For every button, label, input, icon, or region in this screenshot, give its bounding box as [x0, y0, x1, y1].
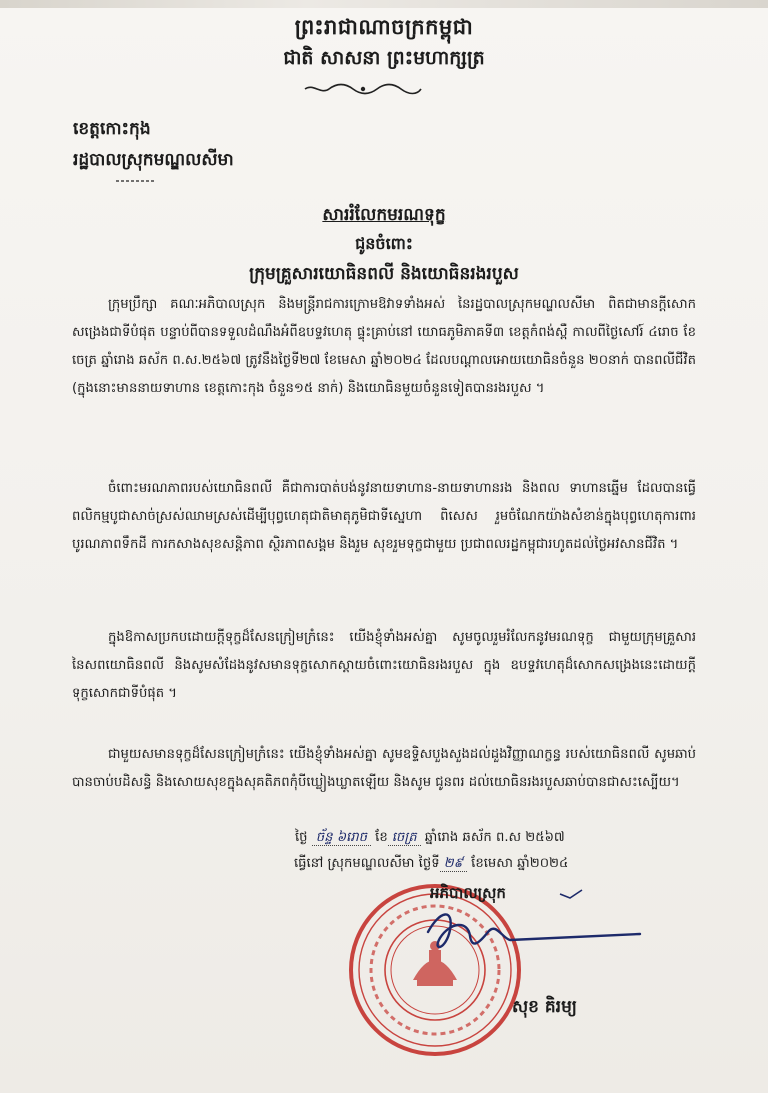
lunar-day-handwritten: ច័ន្ទ ៦រោច: [312, 830, 371, 846]
lunar-month-label: ខែ: [375, 830, 388, 845]
province-name: ខេត្តកោះកុង: [73, 119, 151, 139]
paragraph-4: ជាមួយសមានទុក្ខដ៏សែនក្រៀមក្រំនេះ យើងខ្ញុំទាំងអស់គ្នា សូមឧទ្ទិសបួងសួងដល់ដួងវិញ្ញាណក្ខន្ធ របស់យោធិនពលី សូមឆាប់បានចាប់បដិសន្ធិ និងសោយសុខក្នុងសុគតិភពកុំបីឃ្លៀងឃ្លាតឡើយ និងសូម ជូនពរ ដល់យោធិនរងរបួសឆាប់បានជាសះស្បើយ។: [72, 747, 696, 790]
salutation: ជូនចំពោះ: [355, 234, 413, 253]
lunar-month-handwritten: ចេត្រ: [388, 830, 421, 846]
signatory-title: អភិបាលស្រុក: [430, 884, 506, 902]
ornament-divider: [303, 83, 423, 95]
paragraph-1: ក្រុមប្រឹក្សា គណៈអភិបាលស្រុក និងមន្ត្រីរាជការក្រោមឱវាទទាំងអស់ នៃរដ្ឋបាលស្រុកមណ្ឌលសីមា ពិតជាមានក្ដីសោកសង្រេងជាទីបំផុត បន្ទាប់ពីបានទទួលដំណឹងអំពីឧបទ្ទវហេតុ ផ្ទុះគ្រាប់នៅ យោធភូមិភាគទី៣ ខេត្តកំពង់ស្ពឺ កាលពីថ្ងៃសៅរ៍ ៤រោច ខែចេត្រ ឆ្នាំរោង ឆស័ក ព.ស.២៥៦៧ ត្រូវនឹងថ្ងៃទី២៧ ខែមេសា ឆ្នាំ២០២៤ ដែលបណ្ដាលអោយយោធិនចំនួន ២០នាក់ បានពលីជីវិត (ក្នុងនោះមាននាយទាហាន ខេត្តកោះកុង ចំនួន១៥ នាក់) និងយោធិនមួយចំនួនទៀតបានរងរបួស ។: [72, 297, 696, 396]
place-date-line: [294, 855, 568, 874]
letter-title: សាររំលែកមរណទុក្ខ: [322, 205, 446, 225]
kingdom-heading: ព្រះរាជាណាចក្រកម្ពុជា: [294, 15, 474, 39]
handwritten-signature: [410, 880, 650, 980]
lunar-date-line: [295, 829, 565, 848]
district-administration: រដ្ឋបាលស្រុកមណ្ឌលសីមា: [73, 150, 234, 170]
signatory-name: សុខ គិរម្យ: [512, 997, 577, 1017]
small-divider: [116, 178, 156, 184]
day-handwritten: ២៩: [440, 856, 467, 872]
scan-edge: [0, 0, 768, 8]
paragraph-2: ចំពោះមរណភាពរបស់យោធិនពលី គឺជាការបាត់បង់នូវនាយទាហាន-នាយទាហានរង និងពល ទាហានឆ្នើម ដែលបានធ្វើពលិកម្មបូជាសាច់ស្រស់ឈាមស្រស់ដើម្បីបុព្វហេតុជាតិមាតុភូមិជាទីស្នេហា ពិសេស រួមចំណែកយ៉ាងសំខាន់ក្នុងបុព្វហេតុការពារបូរណភាពទឹកដី ការកសាងសុខសន្តិភាព ស្ថិរភាពសង្គម និងរួម សុខរួមទុក្ខជាមួយ ប្រជាពលរដ្ឋកម្ពុជារហូតដល់ថ្ងៃអវសានជីវិត ។: [72, 481, 696, 552]
recipient: ក្រុមគ្រួសារយោធិនពលី និងយោធិនរងរបួស: [249, 264, 519, 284]
paragraph-3: ក្នុងឱកាសប្រកបដោយក្ដីទុក្ខដ៏សែនក្រៀមក្រំនេះ យើងខ្ញុំទាំងអស់គ្នា សូមចូលរួមរំលែកនូវមរណទុក្ខ ជាមួយក្រុមគ្រួសារនៃសពយោធិនពលី និងសូមសំដែងនូវសមានទុក្ខសោកស្ដាយចំពោះយោធិនរងរបួស ក្នុង ឧបទ្ទវហេតុដ៏សោកសង្រេងនេះដោយក្ដីទុក្ខសោកជាទីបំផុត ។: [72, 630, 697, 701]
month-year: ខែមេសា ឆ្នាំ២០២៤: [471, 856, 569, 871]
national-motto: ជាតិ សាសនា ព្រះមហាក្សត្រ: [283, 47, 485, 69]
lunar-prefix: ថ្ងៃ: [295, 830, 308, 845]
lunar-year: ឆ្នាំរោង ឆស័ក ព.ស ២៥៦៧: [424, 830, 565, 845]
place-prefix: ធ្វើនៅ ស្រុកមណ្ឌលសីមា ថ្ងៃទី: [294, 856, 440, 871]
